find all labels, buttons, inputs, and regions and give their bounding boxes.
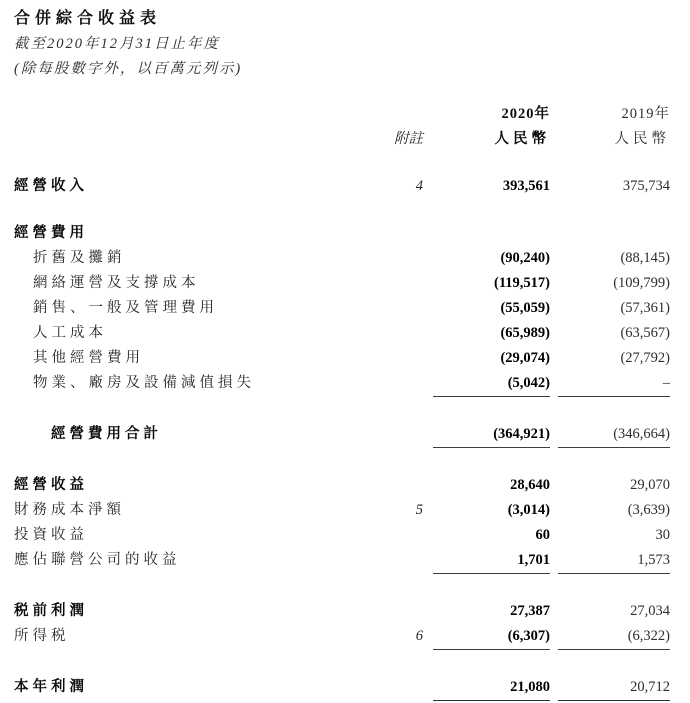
note-ref — [383, 346, 433, 371]
row-label: 經營收益 — [14, 477, 88, 493]
row-label: 銷售、一般及管理費用 — [33, 300, 218, 316]
value-2019: (63,567) — [620, 325, 670, 341]
statement-row — [14, 174, 670, 199]
note-ref — [383, 221, 433, 246]
spacer — [383, 102, 433, 127]
value-2020: (3,014) — [507, 502, 550, 518]
scope-note: (除每股數字外，以百萬元列示) — [14, 61, 243, 77]
col-header-2020-currency: 人民幣 — [494, 131, 550, 147]
row-label: 其他經營費用 — [33, 350, 144, 366]
note-ref: 6 — [415, 628, 423, 644]
statement-row — [14, 246, 670, 271]
note-ref — [383, 675, 433, 703]
statement-row — [14, 624, 670, 653]
note-ref: 5 — [415, 502, 423, 518]
value-2020: 28,640 — [510, 477, 550, 493]
row-label: 應佔聯營公司的收益 — [14, 552, 181, 568]
year-header-row — [14, 102, 670, 127]
note-ref — [383, 473, 433, 498]
value-2019: 20,712 — [558, 675, 670, 703]
value-2019: (109,799) — [613, 275, 670, 291]
value-2020: (119,517) — [494, 275, 550, 291]
row-label: 所得税 — [14, 628, 70, 644]
page-title: 合併綜合收益表 — [14, 10, 162, 27]
note-ref: 4 — [415, 178, 423, 194]
note-ref — [383, 548, 433, 577]
statement-row — [14, 296, 670, 321]
row-label: 物業、廠房及設備減值損失 — [33, 375, 255, 391]
row-label: 經營費用合計 — [51, 426, 162, 442]
row-label: 經營收入 — [14, 178, 88, 194]
value-2019: (88,145) — [620, 250, 670, 266]
currency-header-row — [14, 127, 670, 152]
col-header-2019-year: 2019年 — [621, 106, 670, 122]
statement-row — [14, 548, 670, 577]
col-header-note: 附註 — [394, 131, 423, 147]
value-2019: 27,034 — [630, 603, 670, 619]
spacer — [14, 127, 383, 152]
note-ref — [383, 422, 433, 451]
value-2020: (65,989) — [500, 325, 550, 341]
column-headers — [14, 102, 670, 152]
row-label: 網絡運營及支撐成本 — [33, 275, 200, 291]
statement-row — [14, 675, 670, 703]
spacer — [14, 102, 383, 127]
value-2019: 1,573 — [558, 548, 670, 574]
row-label: 經營費用 — [14, 225, 88, 241]
value-2020: 60 — [535, 527, 550, 543]
note-ref — [383, 321, 433, 346]
statement-row — [14, 346, 670, 371]
statement-row — [14, 498, 670, 523]
value-2019: (27,792) — [620, 350, 670, 366]
value-2020: 393,561 — [502, 178, 550, 194]
value-2020: 1,701 — [433, 548, 550, 574]
value-2020: (29,074) — [500, 350, 550, 366]
statement-rows — [14, 174, 670, 703]
note-ref — [383, 246, 433, 271]
value-2020: 27,387 — [510, 603, 550, 619]
row-label: 税前利潤 — [14, 603, 88, 619]
col-header-2019-currency: 人民幣 — [614, 131, 670, 147]
value-2020: (55,059) — [500, 300, 550, 316]
col-header-2020-year: 2020年 — [501, 106, 550, 122]
statement-row — [14, 321, 670, 346]
value-2020: (364,921) — [433, 422, 550, 448]
value-2020: 21,080 — [433, 675, 550, 703]
note-ref — [383, 599, 433, 624]
value-2020 — [433, 221, 550, 246]
value-2020: (90,240) — [500, 250, 550, 266]
statement-row — [14, 221, 670, 246]
note-ref — [383, 296, 433, 321]
value-2019: 29,070 — [630, 477, 670, 493]
period-line: 截至2020年12月31日止年度 — [14, 36, 220, 52]
value-2019: (3,639) — [627, 502, 670, 518]
value-2019: 30 — [655, 527, 670, 543]
row-label: 折舊及攤銷 — [33, 250, 126, 266]
value-2019: (6,322) — [558, 624, 670, 650]
note-ref — [383, 523, 433, 548]
value-2020: (5,042) — [433, 371, 550, 397]
row-label: 本年利潤 — [14, 679, 88, 695]
row-label: 人工成本 — [33, 325, 107, 341]
value-2019: – — [558, 371, 670, 397]
statement-row — [14, 599, 670, 624]
statement-row — [14, 371, 670, 400]
value-2019: (346,664) — [558, 422, 670, 448]
statement-row — [14, 523, 670, 548]
note-ref — [383, 371, 433, 400]
statement-row — [14, 422, 670, 451]
row-label: 投資收益 — [14, 527, 88, 543]
value-2019: 375,734 — [622, 178, 670, 194]
value-2019: (57,361) — [620, 300, 670, 316]
value-2020: (6,307) — [433, 624, 550, 650]
statement-row — [14, 473, 670, 498]
note-ref — [383, 271, 433, 296]
value-2019 — [558, 221, 670, 246]
statement-row — [14, 271, 670, 296]
row-label: 財務成本淨額 — [14, 502, 125, 518]
